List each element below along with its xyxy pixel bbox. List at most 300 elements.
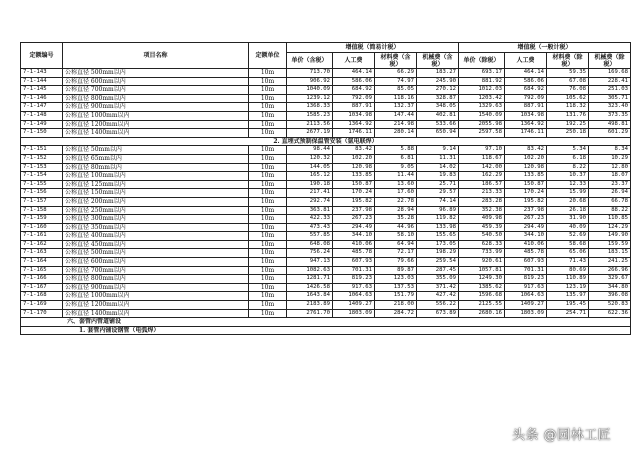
cell-value: 713.70 [287, 69, 333, 78]
cell-value: 64.94 [375, 240, 417, 249]
cell-value: 485.78 [333, 249, 375, 258]
cell-unit: 10m [249, 111, 287, 120]
cell-value: 756.24 [287, 249, 333, 258]
cell-value: 920.61 [459, 258, 505, 267]
cell-value: 195.82 [333, 197, 375, 206]
cell-value: 66.29 [375, 69, 417, 78]
cell-value: 402.81 [417, 111, 459, 120]
cell-value: 363.81 [287, 206, 333, 215]
cell-value: 120.98 [505, 163, 547, 172]
cell-unit: 10m [249, 189, 287, 198]
cell-value: 151.79 [375, 292, 417, 301]
cell-name: 公称直径 65mm以内 [63, 154, 249, 163]
cell-value: 40.09 [547, 223, 589, 232]
cell-value: 74.14 [417, 197, 459, 206]
cell-value: 12.33 [547, 180, 589, 189]
cell-value: 26.94 [589, 189, 631, 198]
cell-unit: 10m [249, 266, 287, 275]
cell-value: 473.43 [287, 223, 333, 232]
cell-value: 328.87 [417, 94, 459, 103]
cell-value: 628.33 [459, 240, 505, 249]
cell-value: 162.29 [459, 172, 505, 181]
cell-value: 13.60 [375, 180, 417, 189]
cell-value: 283.28 [459, 197, 505, 206]
cell-value: 9.14 [417, 146, 459, 155]
cell-value: 241.25 [589, 258, 631, 267]
cell-code: 7-1-154 [21, 172, 63, 181]
cell-code: 7-1-157 [21, 197, 63, 206]
cell-value: 701.31 [505, 266, 547, 275]
cell-value: 237.98 [505, 206, 547, 215]
cell-value: 245.90 [417, 77, 459, 86]
cell-value: 142.00 [459, 163, 505, 172]
cell-value: 1364.92 [505, 120, 547, 129]
cell-value: 1803.09 [333, 309, 375, 318]
cell-unit: 10m [249, 154, 287, 163]
cell-unit: 10m [249, 206, 287, 215]
cell-value: 1540.09 [459, 111, 505, 120]
cell-unit: 10m [249, 240, 287, 249]
cell-value: 67.08 [547, 77, 589, 86]
quota-table-sheet [20, 42, 630, 335]
cell-name: 公称直径 600mm以内 [63, 258, 249, 267]
cell-value: 1064.63 [333, 292, 375, 301]
cell-name: 公称直径 1400mm以内 [63, 309, 249, 318]
cell-value: 586.06 [505, 77, 547, 86]
cell-value: 12.80 [589, 163, 631, 172]
cell-code: 7-1-146 [21, 94, 63, 103]
cell-value: 1409.27 [333, 301, 375, 310]
cell-name: 公称直径 80mm以内 [63, 163, 249, 172]
cell-value: 183.27 [417, 69, 459, 78]
cell-unit: 10m [249, 120, 287, 129]
cell-value: 881.92 [459, 77, 505, 86]
table-row [21, 111, 631, 120]
cell-value: 173.05 [417, 240, 459, 249]
table-row [21, 283, 631, 292]
header-simple-col: 材料费（含税） [375, 53, 417, 69]
cell-value: 557.85 [287, 232, 333, 241]
cell-value: 329.67 [589, 275, 631, 284]
cell-name: 公称直径 100mm以内 [63, 172, 249, 181]
cell-code: 7-1-143 [21, 69, 63, 78]
cell-value: 348.05 [417, 103, 459, 112]
cell-value: 98.44 [287, 146, 333, 155]
cell-value: 1329.63 [459, 103, 505, 112]
header-code: 定额编号 [21, 43, 63, 69]
section-title: 六、套管内管道铺设 [21, 318, 631, 327]
cell-value: 607.93 [333, 258, 375, 267]
cell-value: 1368.33 [287, 103, 333, 112]
cell-value: 9.05 [375, 163, 417, 172]
header-general-col: 机械费（除税） [589, 53, 631, 69]
cell-value: 11.44 [375, 172, 417, 181]
cell-value: 887.91 [505, 103, 547, 112]
cell-name: 公称直径 700mm以内 [63, 266, 249, 275]
cell-value: 607.93 [505, 258, 547, 267]
header-general-col: 材料费（除税） [547, 53, 589, 69]
cell-value: 44.96 [375, 223, 417, 232]
cell-value: 6.18 [547, 154, 589, 163]
table-row [21, 180, 631, 189]
cell-name: 公称直径 900mm以内 [63, 283, 249, 292]
cell-unit: 10m [249, 146, 287, 155]
cell-value: 15.99 [547, 189, 589, 198]
header-unit: 定额单位 [249, 43, 287, 69]
cell-name: 公称直径 50mm以内 [63, 146, 249, 155]
cell-value: 556.22 [417, 301, 459, 310]
cell-value: 218.00 [375, 301, 417, 310]
cell-value: 169.68 [589, 69, 631, 78]
cell-value: 14.02 [417, 163, 459, 172]
cell-value: 31.90 [547, 215, 589, 224]
cell-value: 422.33 [287, 215, 333, 224]
cell-value: 287.45 [417, 266, 459, 275]
cell-value: 601.29 [589, 129, 631, 138]
cell-value: 622.36 [589, 309, 631, 318]
cell-value: 237.98 [333, 206, 375, 215]
cell-code: 7-1-149 [21, 120, 63, 129]
cell-value: 1239.12 [287, 94, 333, 103]
cell-value: 294.49 [505, 223, 547, 232]
cell-value: 396.08 [589, 292, 631, 301]
cell-value: 123.19 [547, 283, 589, 292]
cell-value: 887.91 [333, 103, 375, 112]
cell-unit: 10m [249, 103, 287, 112]
cell-value: 267.23 [333, 215, 375, 224]
cell-value: 144.05 [287, 163, 333, 172]
cell-name: 公称直径 500mm以内 [63, 249, 249, 258]
table-row [21, 249, 631, 258]
cell-value: 464.14 [333, 69, 375, 78]
header-general-col: 单价（除税） [459, 53, 505, 69]
cell-value: 120.32 [287, 154, 333, 163]
cell-value: 266.96 [589, 266, 631, 275]
cell-unit: 10m [249, 197, 287, 206]
cell-unit: 10m [249, 301, 287, 310]
cell-value: 294.49 [333, 223, 375, 232]
table-row [21, 77, 631, 86]
cell-unit: 10m [249, 223, 287, 232]
cell-code: 7-1-168 [21, 292, 63, 301]
cell-value: 323.40 [589, 103, 631, 112]
table-row [21, 189, 631, 198]
cell-name: 公称直径 350mm以内 [63, 223, 249, 232]
cell-name: 公称直径 800mm以内 [63, 94, 249, 103]
table-row [21, 301, 631, 310]
cell-name: 公称直径 150mm以内 [63, 189, 249, 198]
cell-value: 118.16 [375, 94, 417, 103]
cell-value: 23.37 [589, 180, 631, 189]
cell-code: 7-1-166 [21, 275, 63, 284]
cell-value: 650.94 [417, 129, 459, 138]
cell-name: 公称直径 900mm以内 [63, 103, 249, 112]
cell-value: 1057.81 [459, 266, 505, 275]
table-row [21, 172, 631, 181]
header-simple-col: 机械费（含税） [417, 53, 459, 69]
table-row [21, 240, 631, 249]
cell-value: 1364.92 [333, 120, 375, 129]
cell-code: 7-1-160 [21, 223, 63, 232]
cell-name: 公称直径 125mm以内 [63, 180, 249, 189]
cell-value: 1596.68 [459, 292, 505, 301]
cell-value: 344.10 [333, 232, 375, 241]
cell-value: 267.23 [505, 215, 547, 224]
section-title: 2. 直埋式预制保温管安装（氩电联焊） [21, 137, 631, 146]
cell-code: 7-1-147 [21, 103, 63, 112]
cell-unit: 10m [249, 232, 287, 241]
cell-value: 149.90 [589, 232, 631, 241]
cell-code: 7-1-153 [21, 163, 63, 172]
header-simple-tax-group: 增值税（简易计税） [287, 43, 459, 53]
cell-value: 1585.23 [287, 111, 333, 120]
table-row [21, 232, 631, 241]
cell-value: 485.78 [505, 249, 547, 258]
cell-value: 2113.56 [287, 120, 333, 129]
header-simple-col: 单价（含税） [287, 53, 333, 69]
cell-value: 254.71 [547, 309, 589, 318]
table-row [21, 94, 631, 103]
cell-value: 540.50 [459, 232, 505, 241]
cell-value: 89.87 [375, 266, 417, 275]
cell-value: 183.15 [589, 249, 631, 258]
cell-value: 135.97 [547, 292, 589, 301]
cell-value: 186.57 [459, 180, 505, 189]
table-row [21, 103, 631, 112]
cell-value: 170.24 [333, 189, 375, 198]
cell-code: 7-1-167 [21, 283, 63, 292]
cell-value: 159.59 [589, 240, 631, 249]
table-row [21, 146, 631, 155]
cell-value: 792.09 [333, 94, 375, 103]
cell-value: 344.10 [505, 232, 547, 241]
table-row [21, 86, 631, 95]
cell-value: 280.14 [375, 129, 417, 138]
cell-value: 409.98 [459, 215, 505, 224]
cell-value: 5.88 [375, 146, 417, 155]
cell-value: 120.98 [333, 163, 375, 172]
cell-value: 305.71 [589, 94, 631, 103]
cell-value: 684.92 [333, 86, 375, 95]
group1-body [21, 69, 631, 138]
table-row [21, 292, 631, 301]
cell-unit: 10m [249, 249, 287, 258]
cell-value: 270.12 [417, 86, 459, 95]
cell-value: 133.98 [417, 223, 459, 232]
cell-value: 498.81 [589, 120, 631, 129]
cell-unit: 10m [249, 129, 287, 138]
cell-value: 83.42 [333, 146, 375, 155]
cell-value: 701.31 [333, 266, 375, 275]
cell-value: 118.67 [459, 154, 505, 163]
cell-code: 7-1-150 [21, 129, 63, 138]
quota-table [20, 42, 631, 335]
cell-value: 72.17 [375, 249, 417, 258]
cell-value: 2055.98 [459, 120, 505, 129]
cell-value: 59.35 [547, 69, 589, 78]
table-row [21, 309, 631, 318]
cell-value: 8.22 [547, 163, 589, 172]
cell-value: 586.06 [333, 77, 375, 86]
cell-code: 7-1-155 [21, 180, 63, 189]
cell-value: 1064.63 [505, 292, 547, 301]
header-simple-col: 人工费 [333, 53, 375, 69]
cell-unit: 10m [249, 309, 287, 318]
cell-name: 公称直径 700mm以内 [63, 86, 249, 95]
header-general-col: 人工费 [505, 53, 547, 69]
cell-value: 292.74 [287, 197, 333, 206]
cell-name: 公称直径 1000mm以内 [63, 111, 249, 120]
cell-value: 1746.11 [505, 129, 547, 138]
table-row [21, 275, 631, 284]
cell-value: 684.92 [505, 86, 547, 95]
cell-value: 520.83 [589, 301, 631, 310]
cell-value: 85.05 [375, 86, 417, 95]
cell-value: 79.66 [375, 258, 417, 267]
cell-value: 2125.55 [459, 301, 505, 310]
cell-value: 2680.16 [459, 309, 505, 318]
cell-unit: 10m [249, 86, 287, 95]
cell-value: 97.10 [459, 146, 505, 155]
cell-value: 1034.98 [333, 111, 375, 120]
cell-value: 165.12 [287, 172, 333, 181]
cell-value: 464.14 [505, 69, 547, 78]
cell-name: 公称直径 1400mm以内 [63, 129, 249, 138]
cell-name: 公称直径 450mm以内 [63, 240, 249, 249]
cell-value: 10.29 [589, 154, 631, 163]
cell-value: 137.53 [375, 283, 417, 292]
cell-value: 459.39 [459, 223, 505, 232]
table-row [21, 129, 631, 138]
table-row [21, 120, 631, 129]
cell-value: 1034.98 [505, 111, 547, 120]
cell-value: 132.37 [375, 103, 417, 112]
table-row [21, 258, 631, 267]
cell-value: 2761.70 [287, 309, 333, 318]
cell-value: 917.63 [505, 283, 547, 292]
cell-value: 1746.11 [333, 129, 375, 138]
cell-value: 1426.58 [287, 283, 333, 292]
cell-value: 251.03 [589, 86, 631, 95]
cell-value: 110.85 [589, 215, 631, 224]
cell-code: 7-1-162 [21, 240, 63, 249]
cell-value: 5.34 [547, 146, 589, 155]
cell-code: 7-1-164 [21, 258, 63, 267]
cell-value: 792.09 [505, 94, 547, 103]
cell-value: 195.82 [505, 197, 547, 206]
cell-code: 7-1-170 [21, 309, 63, 318]
cell-unit: 10m [249, 77, 287, 86]
cell-unit: 10m [249, 258, 287, 267]
cell-name: 公称直径 1000mm以内 [63, 292, 249, 301]
cell-value: 35.28 [375, 215, 417, 224]
cell-unit: 10m [249, 69, 287, 78]
cell-value: 29.57 [417, 189, 459, 198]
cell-name: 公称直径 1200mm以内 [63, 301, 249, 310]
cell-unit: 10m [249, 292, 287, 301]
table-row [21, 223, 631, 232]
cell-code: 7-1-159 [21, 215, 63, 224]
cell-value: 1409.27 [505, 301, 547, 310]
cell-value: 119.82 [417, 215, 459, 224]
cell-code: 7-1-163 [21, 249, 63, 258]
cell-value: 102.20 [505, 154, 547, 163]
cell-code: 7-1-158 [21, 206, 63, 215]
cell-unit: 10m [249, 283, 287, 292]
cell-code: 7-1-152 [21, 154, 63, 163]
table-row [21, 266, 631, 275]
cell-unit: 10m [249, 275, 287, 284]
cell-value: 648.08 [287, 240, 333, 249]
table-row [21, 69, 631, 78]
cell-value: 18.07 [589, 172, 631, 181]
cell-name: 公称直径 300mm以内 [63, 215, 249, 224]
cell-value: 733.99 [459, 249, 505, 258]
cell-value: 150.87 [505, 180, 547, 189]
cell-value: 1643.84 [287, 292, 333, 301]
cell-value: 1203.42 [459, 94, 505, 103]
cell-value: 80.69 [547, 266, 589, 275]
cell-value: 427.42 [417, 292, 459, 301]
cell-value: 83.42 [505, 146, 547, 155]
cell-value: 192.25 [547, 120, 589, 129]
cell-value: 65.06 [547, 249, 589, 258]
cell-code: 7-1-165 [21, 266, 63, 275]
section2-title-body [21, 137, 631, 146]
cell-value: 1803.09 [505, 309, 547, 318]
cell-value: 28.94 [375, 206, 417, 215]
cell-value: 155.65 [417, 232, 459, 241]
table-row [21, 206, 631, 215]
table-row [21, 154, 631, 163]
table-row [21, 215, 631, 224]
group2-body [21, 146, 631, 318]
cell-value: 66.78 [589, 197, 631, 206]
cell-value: 228.41 [589, 77, 631, 86]
cell-unit: 10m [249, 172, 287, 181]
cell-value: 147.44 [375, 111, 417, 120]
cell-value: 213.33 [459, 189, 505, 198]
cell-value: 52.69 [547, 232, 589, 241]
cell-value: 1385.62 [459, 283, 505, 292]
cell-value: 10.37 [547, 172, 589, 181]
cell-value: 74.97 [375, 77, 417, 86]
cell-value: 2183.89 [287, 301, 333, 310]
cell-value: 217.41 [287, 189, 333, 198]
cell-value: 6.81 [375, 154, 417, 163]
cell-value: 259.54 [417, 258, 459, 267]
cell-value: 917.63 [333, 283, 375, 292]
cell-value: 1012.03 [459, 86, 505, 95]
cell-value: 133.85 [333, 172, 375, 181]
cell-value: 131.76 [547, 111, 589, 120]
cell-value: 105.62 [547, 94, 589, 103]
cell-value: 190.18 [287, 180, 333, 189]
cell-code: 7-1-151 [21, 146, 63, 155]
cell-value: 170.24 [505, 189, 547, 198]
cell-unit: 10m [249, 180, 287, 189]
cell-value: 11.31 [417, 154, 459, 163]
cell-code: 7-1-145 [21, 86, 63, 95]
section6-body [21, 318, 631, 335]
cell-value: 20.68 [547, 197, 589, 206]
watermark: 头条 @园林工匠 [512, 428, 612, 443]
cell-value: 250.18 [547, 129, 589, 138]
cell-value: 906.92 [287, 77, 333, 86]
cell-code: 7-1-144 [21, 77, 63, 86]
cell-value: 1281.71 [287, 275, 333, 284]
cell-name: 公称直径 600mm以内 [63, 77, 249, 86]
